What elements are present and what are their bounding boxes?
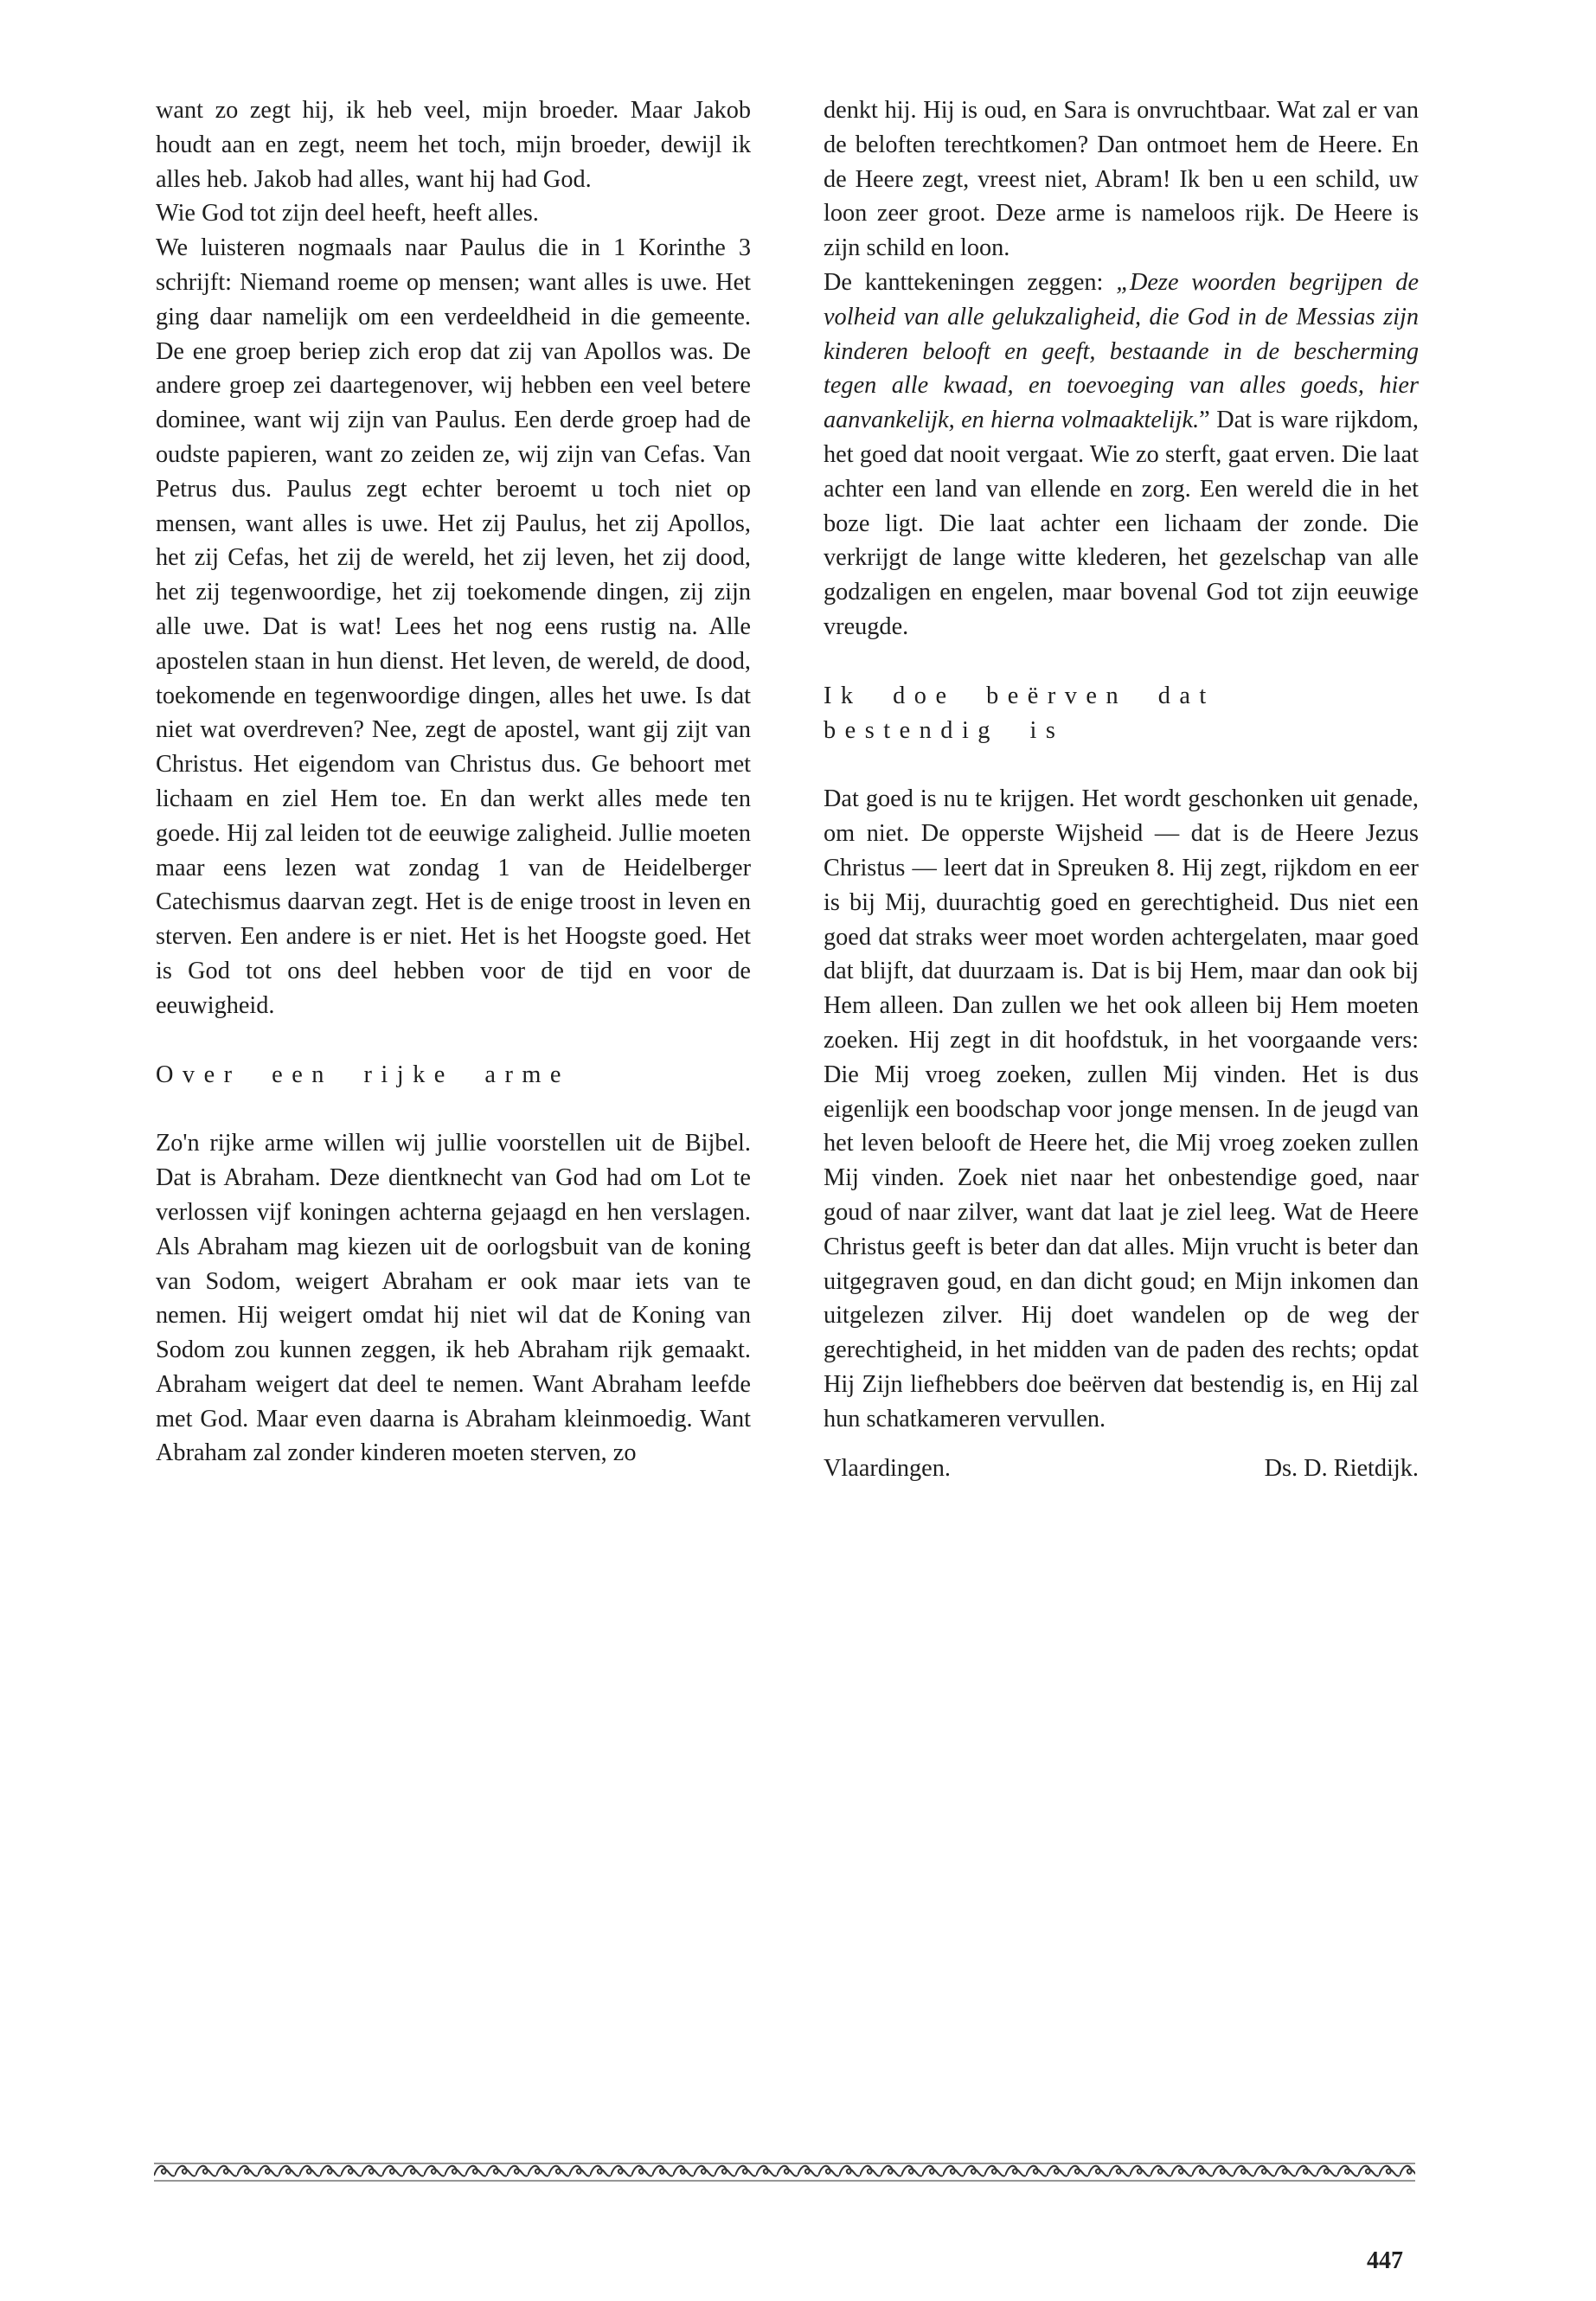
- kanttekeningen-outro: ” Dat is ware rijkdom, het goed dat nooit vergaat. Wie zo sterft, gaat erven. Die laat achter een land van ellende en zorg. Een wereld die in het boze ligt. Die laat achter een lichaam der zonde. Die verkrijgt de lange witte klederen, het gezelschap van alle godzaligen en engelen, maar bovenal God tot zijn eeuwige vreugde.: [824, 407, 1419, 640]
- kanttekeningen-quote: „Deze woorden begrijpen de volheid van alle gelukzaligheid, die God in de Messias zijn kinderen belooft en geeft, bestaande in de bescherming tegen alle kwaad, en toevoeging van alles goeds, hier aanvankelijk, en hierna volmaaktelijk.: [824, 268, 1419, 434]
- left-column: [156, 93, 751, 1471]
- left-paragraph-1: want zo zegt hij, ik heb veel, mijn broeder. Maar Jakob houdt aan en zegt, neem het toch, mijn broeder, dewijl ik alles heb. Jakob had alles, want hij had God.: [156, 97, 751, 193]
- section-heading-rijke-arme: Over een rijke arme: [156, 1061, 570, 1088]
- left-paragraph-2: Wie God tot zijn deel heeft, heeft alles.: [156, 200, 539, 228]
- signature-line: [824, 1452, 1419, 1486]
- signature-place: Vlaardingen.: [824, 1455, 951, 1483]
- section-heading-bestendig-line-1: Ik doe beërven dat: [824, 682, 1215, 709]
- left-paragraph-4: Zo'n rijke arme willen wij jullie voorstellen uit de Bijbel. Dat is Abraham. Deze dientknecht van God had om Lot te verlossen vijf koningen achterna gejaagd en hen verslagen. Als Abraham mag kiezen uit de oorlogsbuit van de koning van Sodom, weigert Abraham er ook maar iets van te nemen. Hij weigert omdat hij niet wil dat de Koning van Sodom zou kunnen zeggen, ik heb Abraham rijk gemaakt. Abraham weigert dat deel te nemen. Want Abraham leefde met God. Maar even daarna is Abraham kleinmoedig. Want Abraham zal zonder kinderen moeten sterven, zo: [156, 1130, 751, 1467]
- left-paragraph-3: We luisteren nogmaals naar Paulus die in 1 Korinthe 3 schrijft: Niemand roeme op mensen; want alles is uwe. Het ging daar namelijk om een verdeeldheid in die gemeente. De ene groep beriep zich erop dat zij van Apollos was. De andere groep zei daartegenover, wij hebben een veel betere dominee, want wij zijn van Paulus. Een derde groep had de oudste papieren, want zo zeiden ze, wij zijn van Cefas. Van Petrus dus. Paulus zegt echter beroemt u toch niet op mensen, want alles is uwe. Het zij Paulus, het zij Apollos, het zij Cefas, het zij de wereld, het zij leven, het zij dood, het zij tegenwoordige, het zij toekomende dingen, zij zijn alle uwe. Dat is wat! Lees het nog eens rustig na. Alle apostelen staan in hun dienst. Het leven, de wereld, de dood, toekomende en tegenwoordige dingen, alles het uwe. Is dat niet wat overdreven? Nee, zegt de apostel, want gij zijt van Christus. Het eigendom van Christus dus. Ge behoort met lichaam en ziel Hem toe. En dan werkt alles mede ten goede. Hij zal leiden tot de eeuwige zaligheid. Jullie moeten maar eens lezen wat zondag 1 van de Heidelberger Catechismus daarvan zegt. Het is de enige troost in leven en sterven. Een andere is er niet. Het is het Hoogste goed. Het is God tot ons deel hebben voor de tijd en voor de eeuwigheid.: [156, 234, 751, 1019]
- kanttekeningen-intro: De kanttekeningen zeggen:: [824, 268, 1117, 296]
- right-paragraph-3: Dat goed is nu te krijgen. Het wordt geschonken uit genade, om niet. De opperste Wijsheid — dat is de Heere Jezus Christus — leert dat in Spreuken 8. Hij zegt, rijkdom en eer is bij Mij, duurachtig goed en gerechtigheid. Dus niet een goed dat straks weer moet worden achtergelaten, maar goed dat blijft, dat duurzaam is. Dat is bij Hem, maar dan ook bij Hem alleen. Dan zullen we het ook alleen bij Hem moeten zoeken. Hij zegt in dit hoofdstuk, in het voorgaande vers: Die Mij vroeg zoeken, zullen Mij vinden. Het is dus eigenlijk een boodschap voor jonge mensen. In de jeugd van het leven belooft de Heere het, die Mij vroeg zoeken zullen Mij vinden. Zoek niet naar het onbestendige goed, naar goud of naar zilver, want dat laat je ziel leeg. Wat de Heere Christus geeft is beter dan dat alles. Mijn vrucht is beter dan uitgegraven goud, en dan dicht goud; en Mijn inkomen dan uitgelezen zilver. Hij doet wandelen op de weg der gerechtigheid, in het midden van de paden des rechts; opdat Hij Zijn liefhebbers doe beërven dat bestendig is, en Hij zal hun schatkameren vervullen.: [824, 785, 1419, 1433]
- signature-author: Ds. D. Rietdijk.: [1264, 1455, 1419, 1483]
- right-column: [824, 93, 1419, 1486]
- right-paragraph-1: denkt hij. Hij is oud, en Sara is onvruchtbaar. Wat zal er van de beloften terechtkomen? Dan ontmoet hem de Heere. En de Heere zegt, vreest niet, Abram! Ik ben u een schild, uw loon zeer groot. Deze arme is nameloos rijk. De Heere is zijn schild en loon.: [824, 97, 1419, 262]
- right-paragraph-2: [824, 266, 1419, 644]
- page-number: 447: [1367, 2247, 1403, 2274]
- section-heading-bestendig-line-2: bestendig is: [824, 716, 1065, 744]
- decorative-wave-border: [154, 2158, 1415, 2184]
